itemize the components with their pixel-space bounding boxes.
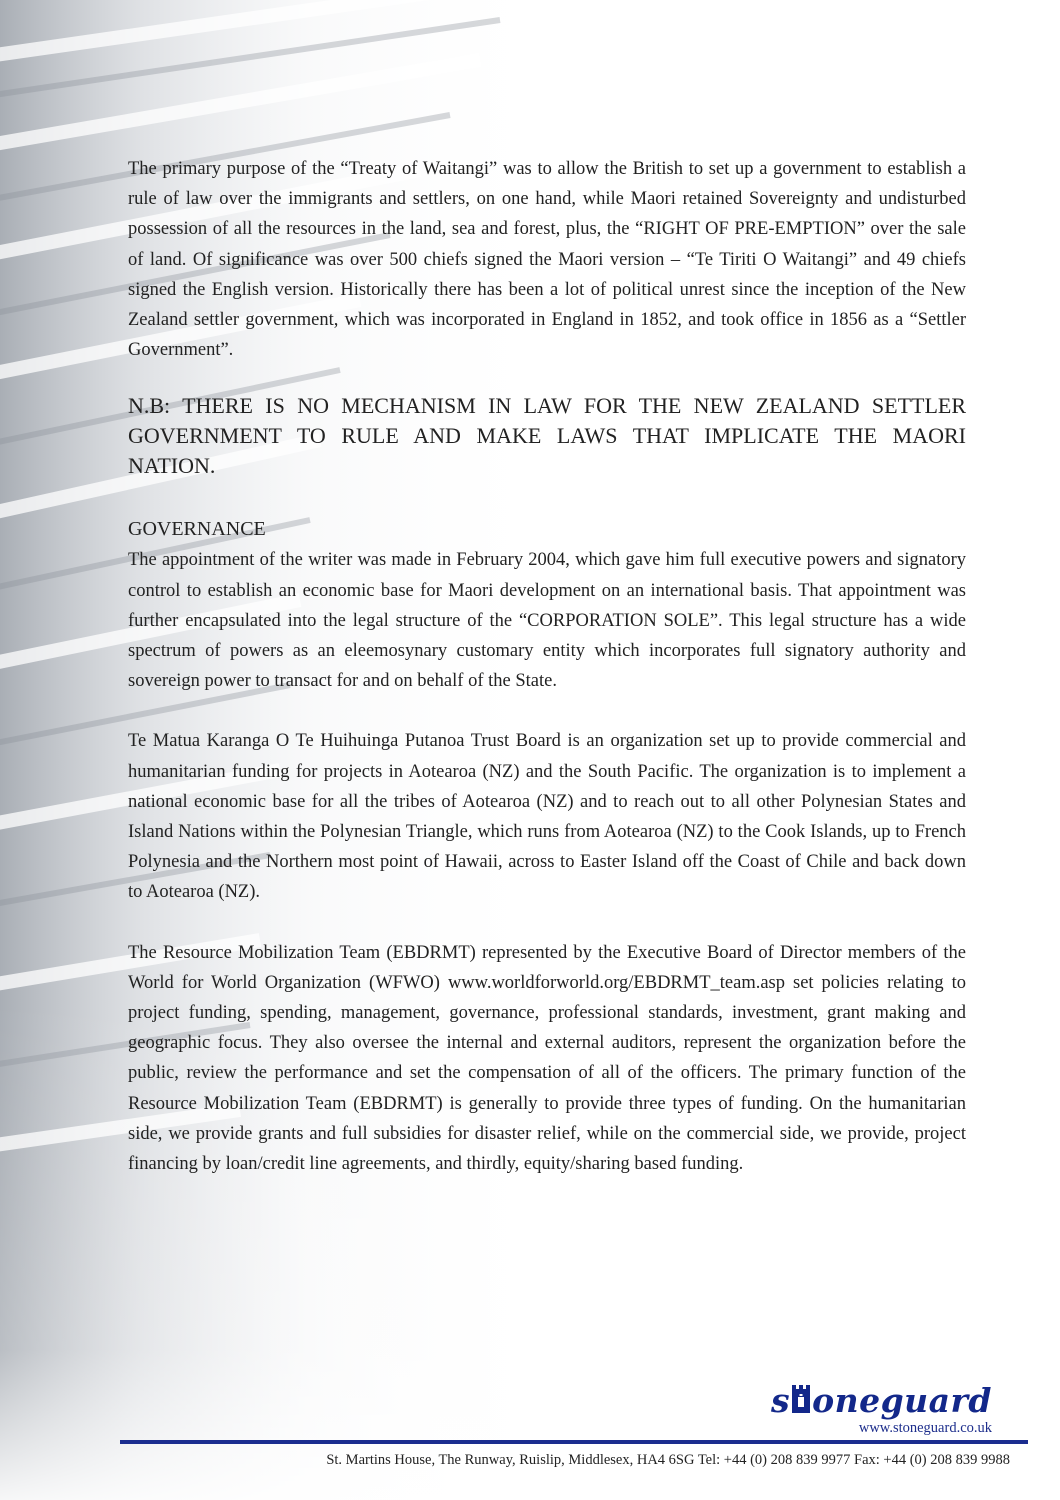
logo-wordmark: [771, 1383, 992, 1419]
footer-divider: [120, 1440, 1028, 1444]
paragraph-appointment: The appointment of the writer was made in February 2004, which gave him full executive powers and signatory control to establish an economic base for Maori development on an international basis. That appointment was further encapsulated into the legal structure of the “CORPORATION SOLE”. This legal structure has a wide spectrum of powers as an eleemosynary customary entity which incorporates full signatory authority and sovereign power to transact for and on behalf of the State.: [128, 550, 966, 692]
nb-notice: N.B: THERE IS NO MECHANISM IN LAW FOR THE NEW ZEALAND SETTLER GOVERNMENT TO RULE AND MAKE LAWS THAT IMPLICATE THE MAORI NATION.: [128, 393, 966, 479]
paragraph-treaty: The primary purpose of the “Treaty of Waitangi” was to allow the British to set up a government to establish a rule of law over the immigrants and settlers, on one hand, while Maori retained Sovereignty and undisturbed possession of all the resources in the land, sea and forest, plus, the “RIGHT OF PRE-EMPTION” over the sale of land. Of significance was over 500 chiefs signed the Maori version – “Te Tiriti O Waitangi” and 49 chiefs signed the English version. Historically there has been a lot of political unrest since the inception of the New Zealand settler government, which was incorporated in England in 1852, and took office in 1856 as a “Settler Government”.: [128, 159, 966, 361]
castle-tower-icon: [791, 1385, 811, 1413]
document-body: [128, 154, 966, 1179]
paragraph-resource-mobilization: The Resource Mobilization Team (EBDRMT) represented by the Executive Board of Director members of the World for World Organization (WFWO) www.worldforworld.org/EBDRMT_team.asp set policies relating to project funding, spending, management, governance, professional standards, investment, grant making and geographic focus. They also oversee the internal and external auditors, represent the organization before the public, review the performance and set the compensation of all of the officers. The primary function of the Resource Mobilization Team (EBDRMT) is generally to provide three types of funding. On the humanitarian side, we provide grants and full subsidies for disaster relief, while on the commercial side, we provide, project financing by loan/credit line agreements, and thirdly, equity/sharing based funding.: [128, 942, 966, 1175]
paragraph-trust-board: Te Matua Karanga O Te Huihuinga Putanoa Trust Board is an organization set up to provide commercial and humanitarian funding for projects in Aotearoa (NZ) and the South Pacific. The organization is to implement a national economic base for all the tribes of Aotearoa (NZ) and to reach out to all other Polynesian States and Island Nations within the Polynesian Triangle, which runs from Aotearoa (NZ) to the Cook Islands, up to French Polynesia and the Northern most point of Hawaii, across to Easter Island off the Coast of Chile and back down to Aotearoa (NZ).: [128, 731, 966, 903]
stoneguard-logo: [771, 1383, 992, 1437]
logo-prefix: s: [770, 1381, 791, 1420]
logo-suffix: oneguard: [812, 1381, 992, 1420]
website-link[interactable]: www.stoneguard.co.uk: [858, 1420, 992, 1436]
section-heading-governance: GOVERNANCE: [128, 518, 266, 541]
footer-address: St. Martins House, The Runway, Ruislip, Middlesex, HA4 6SG Tel: +44 (0) 208 839 9977 Fax: +44 (0) 208 839 9988: [326, 1452, 1010, 1468]
